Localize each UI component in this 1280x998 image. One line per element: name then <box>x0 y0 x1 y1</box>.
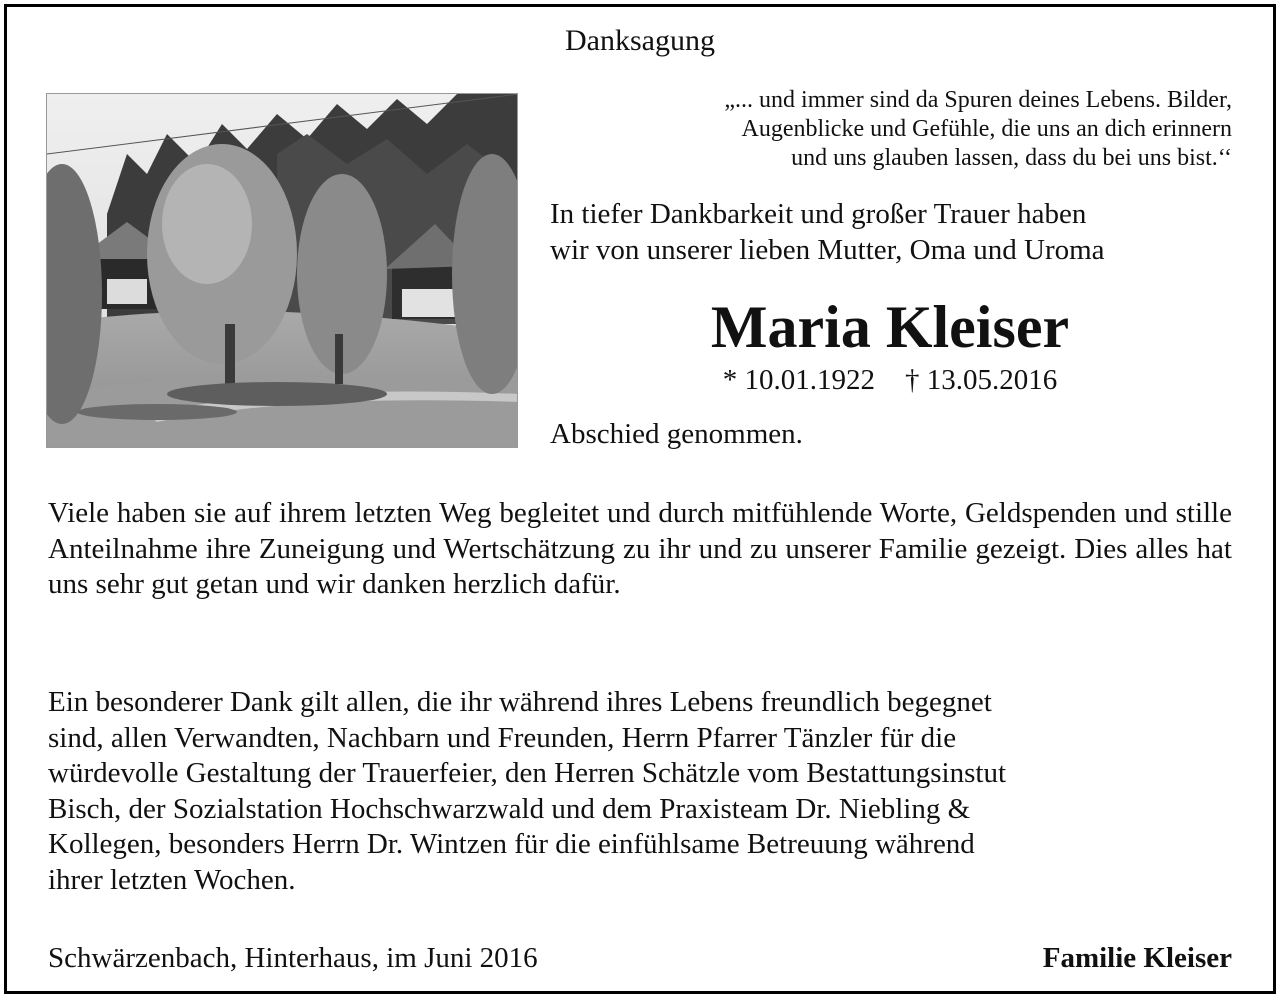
thanks-paragraph-2 <box>48 685 1232 898</box>
farewell-text: Abschied genommen. <box>550 418 803 450</box>
paragraph-line: Bisch, der Sozialstation Hochschwarzwald und dem Praxisteam Dr. Niebling & <box>48 792 971 825</box>
paragraph-line: sind, allen Verwandten, Nachbarn und Freunden, Herrn Pfarrer Tänzler für die <box>48 721 957 754</box>
quote-line: und uns glauben lassen, dass du bei uns bist.‘‘ <box>791 145 1232 171</box>
landscape-photo <box>46 93 518 448</box>
intro-text <box>550 196 1240 268</box>
paragraph-line: Kollegen, besonders Herrn Dr. Wintzen für die einfühlsame Betreuung während <box>48 828 975 860</box>
paragraph-line: würdevolle Gestaltung der Trauerfeier, den Herren Schätzle vom Bestattungsinstut <box>48 757 1007 789</box>
birth-date: * 10.01.1922 <box>722 364 875 396</box>
quote-line: „... und immer sind da Spuren deines Lebens. Bilder, <box>724 87 1232 113</box>
family-signature: Familie Kleiser <box>1042 942 1232 974</box>
intro-line: wir von unserer lieben Mutter, Oma und Uroma <box>550 234 1105 266</box>
paragraph-line: ihrer letzten Wochen. <box>48 863 296 896</box>
place-and-date: Schwärzenbach, Hinterhaus, im Juni 2016 <box>48 942 538 974</box>
death-date: † 13.05.2016 <box>905 364 1058 396</box>
intro-line: In tiefer Dankbarkeit und großer Trauer haben <box>550 198 1087 230</box>
notice-heading: Danksagung <box>565 24 715 57</box>
quote-line: Augenblicke und Gefühle, die uns an dich erinnern <box>741 116 1232 142</box>
paragraph-line: Ein besonderer Dank gilt allen, die ihr während ihres Lebens freundlich begegnet <box>48 686 992 718</box>
life-dates <box>550 362 1230 398</box>
thanks-paragraph-1: Viele haben sie auf ihrem letzten Weg begleitet und durch mitfühlende Worte, Geldspenden und stille Anteilnahme ihre Zuneigung und Wertschätzung zu ihr und zu unserer Familie gezeigt. Dies alles hat uns sehr gut getan und wir danken herzlich dafür. <box>48 497 1232 600</box>
memorial-quote <box>592 86 1232 173</box>
deceased-name: Maria Kleiser <box>710 294 1070 360</box>
